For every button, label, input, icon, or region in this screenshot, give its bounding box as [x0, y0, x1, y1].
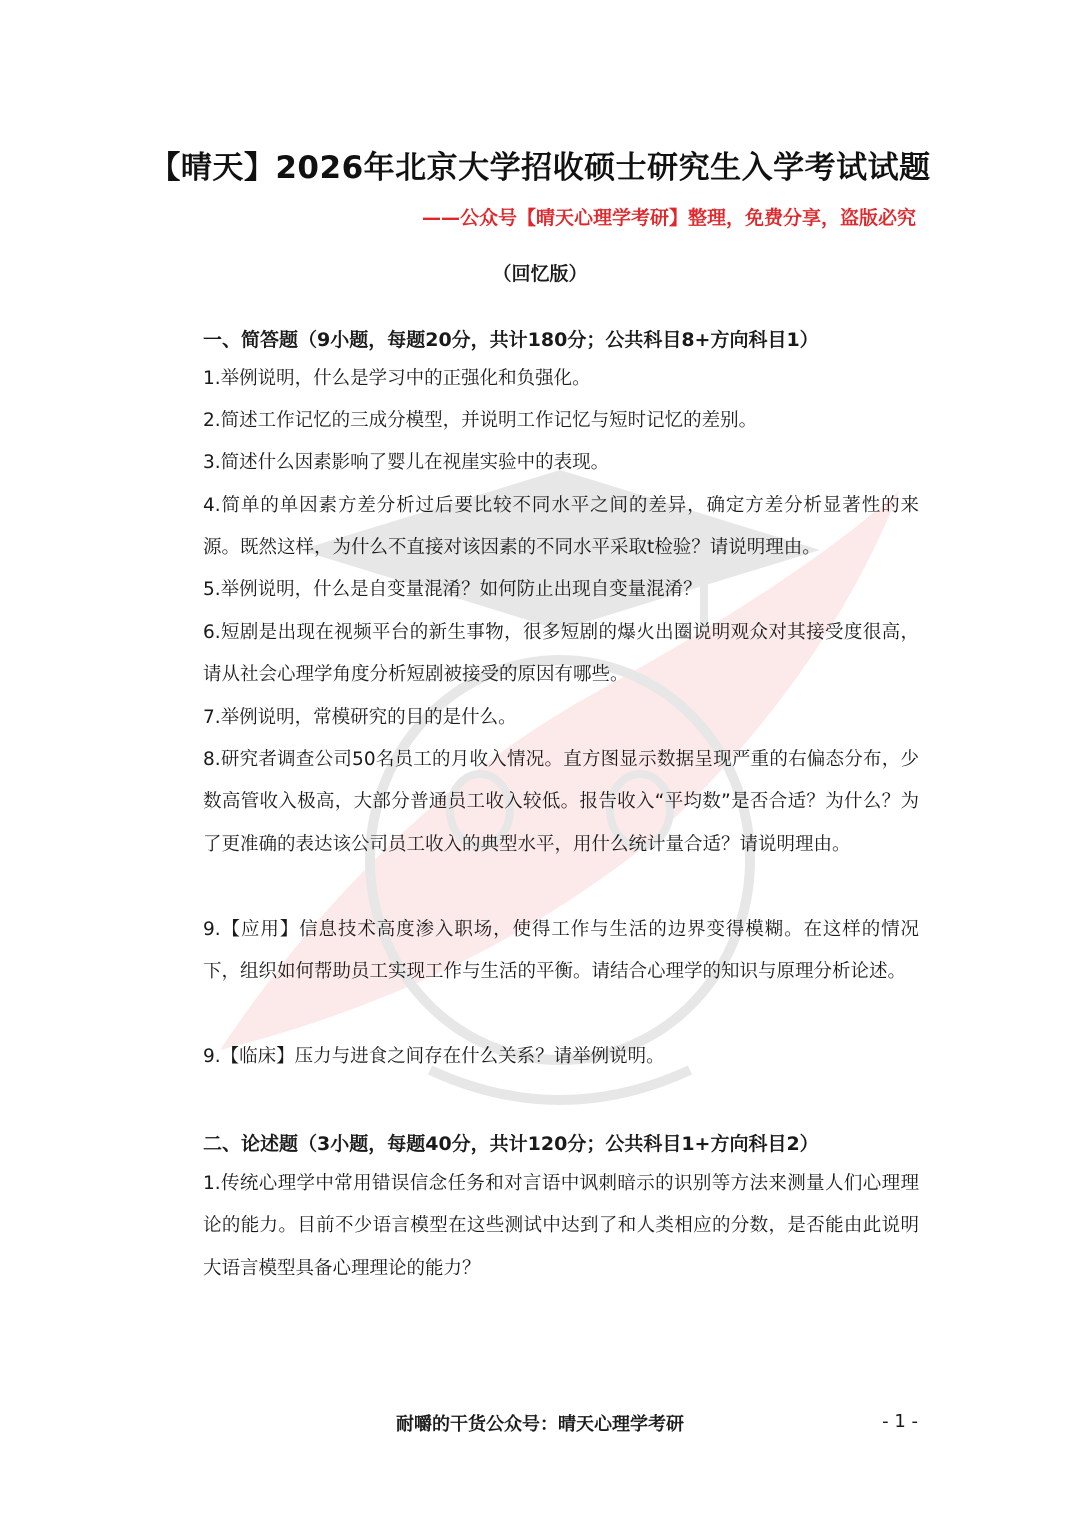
footer-text: 耐嚼的干货公众号：晴天心理学考研: [396, 1414, 684, 1435]
question-1-2: 2.简述工作记忆的三成分模型，并说明工作记忆与短时记忆的差别。: [203, 410, 758, 431]
page-number: - 1 -: [882, 1411, 918, 1432]
question-1-7: 7.举例说明，常模研究的目的是什么。: [203, 707, 517, 728]
question-1-5: 5.举例说明，什么是自变量混淆？如何防止出现自变量混淆？: [203, 579, 702, 600]
document-title: 【晴天】2026年北京大学招收硕士研究生入学考试试题: [149, 150, 931, 186]
question-1-9-clinical: 9.【临床】压力与进食之间存在什么关系？请举例说明。: [203, 1046, 665, 1067]
section-2-heading: 二、论述题（3小题，每题40分，共计120分；公共科目1+方向科目2）: [203, 1133, 819, 1155]
question-1-3: 3.简述什么因素影响了婴儿在视崖实验中的表现。: [203, 452, 610, 473]
document-subtitle: ——公众号【晴天心理学考研】整理，免费分享，盗版必究: [421, 207, 916, 229]
question-1-6: 6.短剧是出现在视频平台的新生事物，很多短剧的爆火出圈说明观众对其接受度很高，请从社会心理学角度分析短剧被接受的原因有哪些。: [203, 622, 919, 686]
question-1-9-applied: 9.【应用】信息技术高度渗入职场，使得工作与生活的边界变得模糊。在这样的情况下，组织如何帮助员工实现工作与生活的平衡。请结合心理学的知识与原理分析论述。: [203, 919, 919, 983]
question-2-1: 1.传统心理学中常用错误信念任务和对言语中讽刺暗示的识别等方法来测量人们心理理论的能力。目前不少语言模型在这些测试中达到了和人类相应的分数，是否能由此说明大语言模型具备心理理论的能力？: [203, 1173, 919, 1279]
question-1-1: 1.举例说明，什么是学习中的正强化和负强化。: [203, 368, 591, 389]
question-1-8: 8.研究者调查公司50名员工的月收入情况。直方图显示数据呈现严重的右偏态分布，少数高管收入极高，大部分普通员工收入较低。报告收入“平均数”是否合适？为什么？为了更准确的表达该公司员工收入的典型水平，用什么统计量合适？请说明理由。: [203, 749, 919, 855]
edition-label: （回忆版）: [492, 263, 588, 285]
section-1-heading: 一、简答题（9小题，每题20分，共计180分；公共科目8+方向科目1）: [203, 329, 819, 351]
question-1-4: 4.简单的单因素方差分析过后要比较不同水平之间的差异，确定方差分析显著性的来源。既然这样，为什么不直接对该因素的不同水平采取t检验？请说明理由。: [203, 495, 919, 559]
